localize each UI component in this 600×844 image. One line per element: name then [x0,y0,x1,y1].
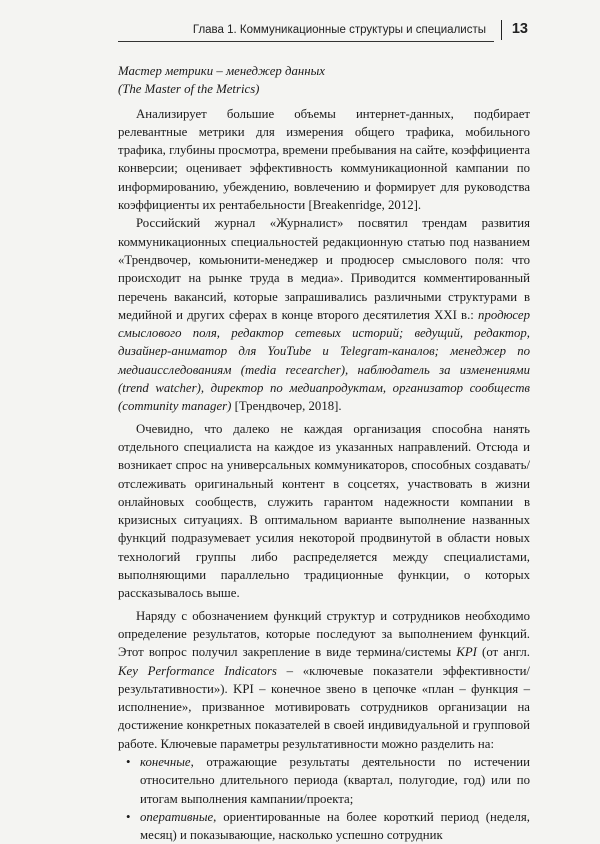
list-item-term: конечные [140,754,191,769]
paragraph-2-citation: [Трендвочер, 2018]. [231,399,342,414]
paragraph-4-c: – «ключевые показатели эффективности/результативности»). KPI – конечное звено в цепочке «план – функция – исполнение», призванное мотивировать сотрудников организации на достижение конкретных показателей в своей индивидуальной и групповой работе. Ключевые параметры результативности можно разделить на: [118,663,530,751]
vacancy-list: продюсер смыслового поля, редактор сетевых историй; ведущий, редактор, дизайнер-аниматор для YouTube и Telegram-каналов; менеджер по медиаисследованиям (media recearcher), наблюдатель за изменениями (trend watcher), директор по медиапродуктам, организатор сообществ (community manager) [118,307,530,414]
page-number: 13 [511,21,528,37]
bullet-symbol: • [126,754,131,769]
paragraph-4-a: Наряду с обозначением функций структур и сотрудников необходимо определение результатов, которые последуют за выполнением функций. Этот вопрос получил закрепление в виде термина/системы [118,608,530,660]
list-item-term: оперативные [140,809,214,824]
kpi-parameter-list [118,753,530,844]
header-rule [118,41,494,42]
bullet-symbol: • [126,809,131,824]
paragraph-4 [118,607,530,753]
page-body [118,62,530,844]
paragraph-2-intro: Российский журнал «Журналист» посвятил трендам развития коммуникационных специальностей редакционную статью под названием «Трендвочер, комьюнити-менеджер и продюсер смыслового поля: что происходит на рынке труда в медиа». Приводится комментированный перечень вакансий, которые запрашивались различными структурами в медийной и других сферах в конце второго десятилетия XXI в.: [118,216,530,322]
list-item [118,808,530,844]
section-title-en: (The Master of the Metrics) [118,82,260,97]
paragraph-1: Анализирует большие объемы интернет-данных, подбирает релевантные метрики для измерения общего трафика, мобильного трафика, глубины просмотра, времени пребывания на сайте, коэффициента конверсии; оценивает эффективность коммуникационной кампании по информированию, убеждению, вовлечению и формирует для руководства коэффициенты их рентабельности [Breakenridge, 2012]. [118,106,530,213]
kpi-full-term: Key Performance Indicators [118,663,277,678]
list-item-text: , отражающие результаты деятельности по истечении относительно длительного периода (квартал, полугодие, год) или по итогам выполнения кампании/проекта; [140,754,530,806]
paragraph-4-b: (от англ. [476,645,530,660]
paragraph-2 [118,214,530,415]
list-item [118,753,530,808]
header-divider [501,20,503,40]
section-title-ru: Мастер метрики – менеджер данных [118,64,325,78]
paragraph-3: Очевидно, что далеко не каждая организация способна нанять отдельного специалиста на каждое из указанных направлений. Отсюда и возникает спрос на универсальных коммуникаторов, способных создавать/отслеживать оригинальный контент в соцсетях, участвовать в жизни онлайновых сообществ, служить гарантом надежности компании в кризисных ситуациях. В оптимальном варианте выполнение названных функций подразумевает усилия некоторой продвинутой в области новых технологий группы либо распределяется между специалистами, выполняющими параллельно традиционные функции, о которых рассказывалось выше. [118,421,530,601]
chapter-title: Глава 1. Коммуникационные структуры и специалисты [192,24,486,36]
list-item-text: , ориентированные на более короткий период (неделя, месяц) и показывающие, насколько успешно сотрудник [140,809,530,843]
kpi-term: KPI [456,645,477,660]
section-heading [118,62,530,99]
running-head [118,18,528,42]
